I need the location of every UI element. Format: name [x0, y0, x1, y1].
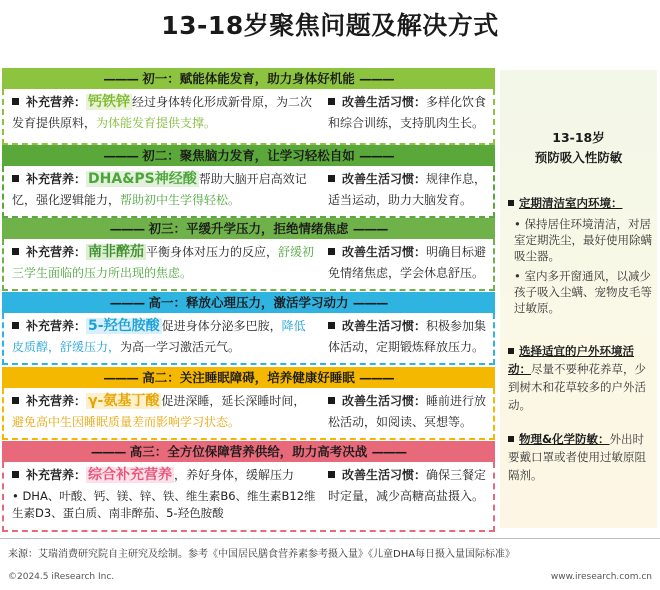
section-title: 初二：聚焦脑力发育，让学习轻松自如: [142, 148, 355, 163]
bullet-icon: [12, 397, 19, 404]
nutrient-list-text: DHA、叶酸、钙、镁、锌、铁、维生素B6、维生素B12维生素D3、蛋白质、南非醉茄、5-羟色胺酸: [12, 489, 316, 520]
supplement-text: 平衡身体对压力的反应，: [146, 245, 279, 259]
footer-divider: [0, 538, 660, 539]
side-point: • 室内多开窗通风，以减少孩子吸入尘螨、宠物皮毛等过敏原。: [514, 269, 652, 315]
bullet-icon: [328, 175, 335, 182]
supplement-label: 补充营养：: [26, 468, 87, 482]
side-point-text: 室内多开窗通风，以减少孩子吸入尘螨、宠物皮毛等过敏原。: [514, 269, 652, 315]
bullet-icon: [12, 322, 19, 329]
section-body: [2, 462, 495, 532]
bullet-icon: [12, 175, 19, 182]
supplement-label: 补充营养：: [26, 172, 87, 186]
supplement-label: 补充营养：: [26, 319, 87, 333]
supplement-label: 补充营养：: [26, 245, 87, 259]
section-body: [2, 89, 495, 145]
supplement-block: [12, 316, 317, 358]
bullet-icon: [12, 471, 19, 478]
supplement-block: [12, 169, 317, 211]
supplement-keyword: γ-氨基丁酸: [88, 393, 160, 409]
habit-label: 改善生活习惯：: [342, 245, 427, 259]
habit-label: 改善生活习惯：: [342, 468, 427, 482]
supplement-highlight: 帮助初中生学得轻松。: [120, 193, 241, 207]
section-title: 初三：平缓升学压力，拒绝情绪焦虑: [148, 221, 349, 236]
side-item-head: [508, 194, 654, 212]
bullet-icon: [12, 98, 19, 105]
habit-text: 规律作息，适当运动，助力大脑发育。: [328, 172, 487, 207]
supplement-block: [12, 391, 317, 433]
supplement-keyword: 南非醉茄: [88, 244, 145, 260]
bullet-icon: [328, 98, 335, 105]
habit-label: 改善生活习惯：: [342, 394, 427, 408]
supplement-text: 促进身体分泌多巴胺，: [161, 319, 282, 333]
habit-block: [328, 316, 493, 358]
habit-text: 积极参加集体活动，定期锻炼释放压力。: [328, 319, 487, 354]
section-header: ——— 高一：释放心理压力，激活学习动力 ———: [2, 292, 495, 313]
section-title: 高二：关注睡眠障碍，培养健康好睡眠: [142, 370, 355, 385]
side-item-head: [508, 342, 654, 414]
side-panel-title: 13-18岁 预防吸入性防敏: [534, 130, 623, 165]
supplement-block: [12, 465, 317, 522]
side-point-text: 保持居住环境清洁，对居室定期洗尘，最好使用除螨吸尘器。: [514, 217, 652, 263]
habit-block: [328, 465, 493, 507]
supplement-highlight: 为体能发育提供支撑。: [96, 116, 217, 130]
supplement-block: [12, 242, 317, 284]
supplement-keyword: 综合补充营养: [88, 467, 173, 483]
section-title: 高三：全方位保障营养供给，助力高考决战: [129, 444, 368, 459]
supplement-highlight: 舒缓初三学生面临的压力所出现的焦虑。: [12, 245, 315, 280]
supplement-keyword: 钙铁锌: [88, 94, 131, 110]
website-link[interactable]: www.iresearch.com.cn: [550, 572, 652, 582]
side-item-title: 物理&化学防敏：: [519, 432, 610, 446]
habit-block: [328, 169, 493, 211]
bullet-icon: [328, 322, 335, 329]
section-title: 高一：释放心理压力，激活学习动力: [148, 295, 349, 310]
bullet-icon: [508, 348, 514, 354]
side-item-text: 尽量不要种花养草，少到树木和花草较多的户外活动。: [508, 362, 646, 412]
habit-label: 改善生活习惯：: [342, 319, 427, 333]
supplement-text: 帮助大脑开启高效记忆，强化逻辑能力，: [12, 172, 307, 207]
section-header: ——— 高三：全方位保障营养供给，助力高考决战 ———: [2, 441, 495, 462]
page-title: 13-18岁聚焦问题及解决方式: [161, 11, 499, 40]
side-item-text: 外出时要戴口罩或者使用过敏原阻隔剂。: [508, 432, 646, 482]
supplement-block: [12, 92, 317, 134]
supplement-text: 经过身体转化形成新骨原，为二次发育提供原料，: [12, 95, 313, 130]
supplement-tail: 为高一学习激活元气。: [120, 340, 241, 354]
side-item-title: 选择适宜的户外环境活动：: [508, 344, 634, 376]
habit-text: 睡前进行放松活动，如阅读、冥想等。: [328, 394, 487, 429]
nutrient-list: • DHA、叶酸、钙、镁、锌、铁、维生素B6、维生素B12维生素D3、蛋白质、南非醉茄、5-羟色胺酸: [12, 489, 316, 520]
section-body: [2, 239, 495, 291]
habit-text: 确保三餐定时定量，减少高糖高盐摄入。: [328, 468, 487, 503]
supplement-highlight: 降低皮质醇，舒缓压力，: [12, 319, 306, 354]
allergy-side-panel: [500, 70, 657, 528]
side-item-head: [508, 430, 654, 484]
section-header: ——— 初一：赋能体能发育，助力身体好机能 ———: [2, 68, 495, 89]
section-body: [2, 388, 495, 440]
habit-block: [328, 242, 493, 284]
supplement-text: ，养好身体，缓解压力: [174, 468, 295, 482]
copyright: ©2024.5 iResearch Inc.: [8, 572, 115, 582]
supplement-keyword: DHA&PS神经酸: [88, 171, 197, 187]
source-note: 来源：艾瑞消费研究院自主研究及绘制。参考《中国居民膳食营养素参考摄入量》《儿童DHA每日摄入量国际标准》: [8, 549, 516, 560]
side-point: • 保持居住环境清洁，对居室定期洗尘，最好使用除螨吸尘器。: [514, 217, 652, 263]
supplement-label: 补充营养：: [26, 95, 87, 109]
habit-label: 改善生活习惯：: [342, 172, 427, 186]
supplement-highlight: 避免高中生因睡眠质量差而影响学习状态。: [12, 415, 241, 429]
supplement-text: 促进深睡，延长深睡时间，: [161, 394, 306, 408]
section-header: ——— 初三：平缓升学压力，拒绝情绪焦虑 ———: [2, 218, 495, 239]
section-header: ——— 高二：关注睡眠障碍，培养健康好睡眠 ———: [2, 367, 495, 388]
side-item-title: 定期清洁室内环境：: [519, 196, 623, 210]
habit-block: [328, 92, 493, 134]
section-header: ——— 初二：聚焦脑力发育，让学习轻松自如 ———: [2, 145, 495, 166]
section-body: [2, 166, 495, 218]
section-title: 初一：赋能体能发育，助力身体好机能: [142, 71, 355, 86]
bullet-icon: [508, 200, 514, 206]
supplement-keyword: 5-羟色胺酸: [88, 318, 160, 334]
bullet-icon: [328, 471, 335, 478]
habit-label: 改善生活习惯：: [342, 95, 427, 109]
supplement-label: 补充营养：: [26, 394, 87, 408]
habit-text: 明确目标避免情绪焦虑，学会休息舒压。: [328, 245, 487, 280]
bullet-icon: [508, 436, 514, 442]
bullet-icon: [328, 248, 335, 255]
habit-block: [328, 391, 493, 433]
bullet-icon: [12, 248, 19, 255]
section-body: [2, 313, 495, 365]
bullet-icon: [328, 397, 335, 404]
habit-text: 多样化饮食和综合训练，支持肌肉生长。: [328, 95, 487, 130]
